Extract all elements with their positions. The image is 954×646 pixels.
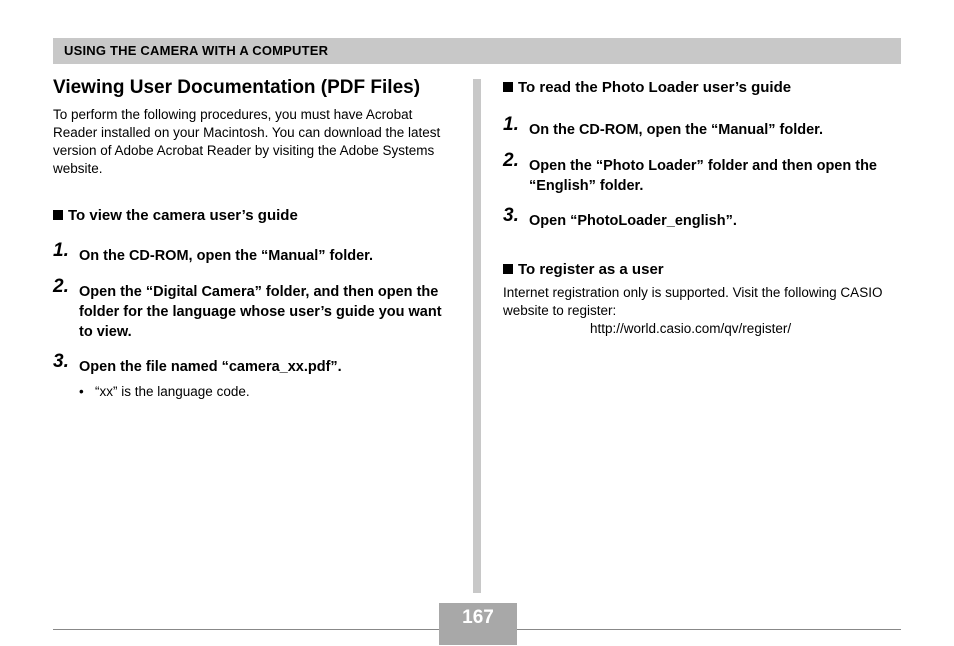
left-column <box>53 76 458 401</box>
square-bullet-icon <box>503 82 513 92</box>
step-text: Open the “Digital Camera” folder, and then open the folder for the language whose user’s guide you want to view. <box>79 284 442 340</box>
note-item <box>53 383 458 401</box>
step-number: 2. <box>53 276 69 297</box>
page-number-box <box>439 603 517 645</box>
section-heading-register <box>503 260 898 280</box>
register-url-link[interactable]: http://world.casio.com/qv/register/ <box>590 321 792 336</box>
step-number: 1. <box>503 114 519 135</box>
intro-paragraph: To perform the following procedures, you must have Acrobat Reader installed on your Macintosh. You can download the latest version of Adobe Acrobat Reader by visiting the Adobe Systems website. <box>53 107 441 176</box>
step-item <box>53 240 458 266</box>
square-bullet-icon <box>503 264 513 274</box>
note-text: “xx” is the language code. <box>95 384 250 399</box>
step-text: On the CD-ROM, open the “Manual” folder. <box>79 248 374 264</box>
section-header-bar <box>53 38 901 64</box>
step-number: 3. <box>53 351 69 372</box>
step-number: 3. <box>503 205 519 226</box>
step-text: Open the file named “camera_xx.pdf”. <box>79 359 342 375</box>
register-paragraph: Internet registration only is supported. Visit the following CASIO website to register: <box>503 285 883 318</box>
step-item <box>503 150 898 196</box>
step-number: 2. <box>503 150 519 171</box>
page-number: 167 <box>462 607 494 628</box>
section-heading-photo-loader <box>503 78 898 98</box>
step-item <box>53 351 458 377</box>
section-heading-text: To read the Photo Loader user’s guide <box>518 79 792 96</box>
step-text: On the CD-ROM, open the “Manual” folder. <box>529 122 824 138</box>
section-heading-text: To view the camera user’s guide <box>68 207 298 224</box>
step-item <box>503 205 898 231</box>
section-heading-text: To register as a user <box>518 261 664 278</box>
step-item <box>53 276 458 342</box>
section-heading-camera-guide <box>53 206 458 226</box>
column-divider <box>473 79 481 593</box>
page-title: Viewing User Documentation (PDF Files) <box>53 77 421 98</box>
step-item <box>503 114 898 140</box>
step-text: Open the “Photo Loader” folder and then open the “English” folder. <box>529 158 877 194</box>
step-number: 1. <box>53 240 69 261</box>
section-header-title: USING THE CAMERA WITH A COMPUTER <box>64 43 329 58</box>
step-text: Open “PhotoLoader_english”. <box>529 213 737 229</box>
square-bullet-icon <box>53 210 63 220</box>
right-column <box>503 76 898 338</box>
bullet-dot-icon: • <box>79 384 84 399</box>
